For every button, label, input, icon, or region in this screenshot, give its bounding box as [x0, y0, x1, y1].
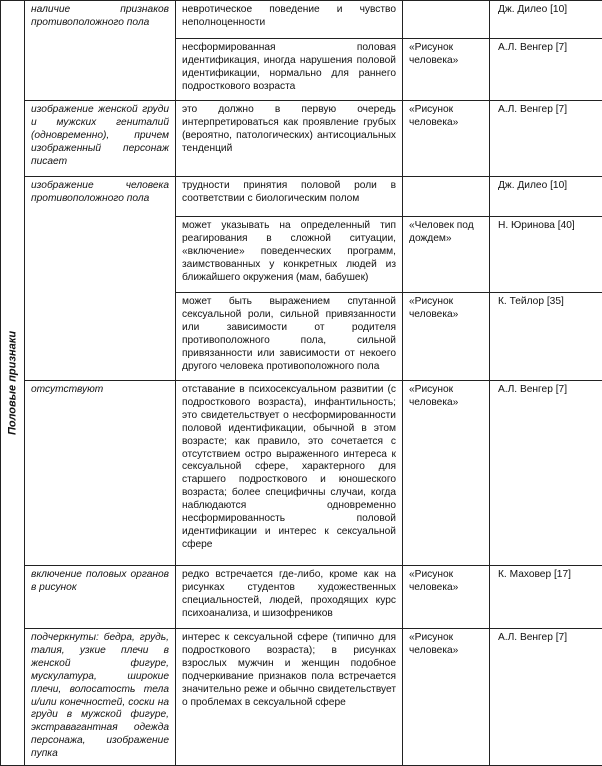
table-row: [1, 381, 602, 566]
description-cell: несформированная половая идентификация, иногда нарушения половой идентификации, нормально для раннего подросткового возраста: [176, 39, 403, 101]
description-cell: невротическое поведение и чувство неполноценности: [176, 1, 403, 39]
source-cell: [403, 177, 490, 217]
description-cell: трудности принятия половой роли в соответствии с биологическим полом: [176, 177, 403, 217]
table-row: [1, 177, 602, 217]
author-cell: К. Тейлор [35]: [490, 293, 602, 381]
source-cell: «Рисунок человека»: [403, 629, 490, 766]
author-cell: Дж. Дилео [10]: [490, 1, 602, 39]
author-cell: А.Л. Венгер [7]: [490, 381, 602, 566]
description-cell: интерес к сексуальной сфере (типично для подросткового возраста); в рисунках взрослых мужчин и женщин подобное подчеркивание признаков пола встречается значительно реже и обычно свидетельствует о проблемах в сексуальной сфере: [176, 629, 403, 766]
source-cell: «Рисунок человека»: [403, 381, 490, 566]
source-cell: «Рисунок человека»: [403, 566, 490, 629]
author-cell: Н. Юринова [40]: [490, 217, 602, 293]
description-cell: может указывать на определенный тип реагирования в сложной ситуации, «включение» поведенческих программ, заимствованных у конкретных людей из ближайшего окружения (мам, бабушек): [176, 217, 403, 293]
source-cell: [403, 1, 490, 39]
sign-cell: изображение человека противоположного пола: [25, 177, 176, 381]
source-cell: «Человек под дождем»: [403, 217, 490, 293]
sign-cell: включение половых органов в рисунок: [25, 566, 176, 629]
source-cell: «Рисунок человека»: [403, 293, 490, 381]
author-cell: Дж. Дилео [10]: [490, 177, 602, 217]
sign-cell: наличие признаков противоположного пола: [25, 1, 176, 101]
sign-cell: изображение женской груди и мужских гениталий (одновременно), причем изображенный персонаж писает: [25, 101, 176, 177]
table-row: [1, 1, 602, 39]
section-cell: [1, 1, 25, 766]
source-cell: «Рисунок человека»: [403, 39, 490, 101]
table-row: [1, 629, 602, 766]
description-cell: отставание в психосексуальном развитии (с подросткового возраста), инфантильность; это свидетельствует о несформированности половой идентификации, обычной в этом возрасте; как правило, это сочетается с отсутствием остро выраженного интереса к сексуальной сфере, характерного для старшего подросткового и юношеского возраста; более специфичны случаи, когда наблюдаются одновременно несформированность половой идентификации и интерес к сексуальной сфере: [176, 381, 403, 566]
author-cell: А.Л. Венгер [7]: [490, 101, 602, 177]
sign-cell: отсутствуют: [25, 381, 176, 566]
description-cell: редко встречается где-либо, кроме как на рисунках студентов художественных специальностей, людей, проходящих курс психоанализа, и шизофреников: [176, 566, 403, 629]
description-cell: это должно в первую очередь интерпретироваться как проявление грубых (вероятно, патологических) антисоциальных тенденций: [176, 101, 403, 177]
author-cell: А.Л. Венгер [7]: [490, 39, 602, 101]
source-cell: «Рисунок человека»: [403, 101, 490, 177]
sign-cell: подчеркнуты: бедра, грудь, талия, узкие плечи в женской фигуре, мускулатура, широкие плечи, волосатость тела и/или конечностей, соски на груди в мужской фигуре, экстравагантная одежда персонажа, изображение пупка: [25, 629, 176, 766]
author-cell: К. Маховер [17]: [490, 566, 602, 629]
table-row: [1, 566, 602, 629]
table-row: [1, 101, 602, 177]
description-cell: может быть выражением спутанной сексуальной роли, сильной привязанности или зависимости от родителя противоположного пола, сильной привязанности или зависимости от некоего другого человека противоположного пола: [176, 293, 403, 381]
author-cell: А.Л. Венгер [7]: [490, 629, 602, 766]
section-label: Половые признаки: [6, 331, 19, 435]
